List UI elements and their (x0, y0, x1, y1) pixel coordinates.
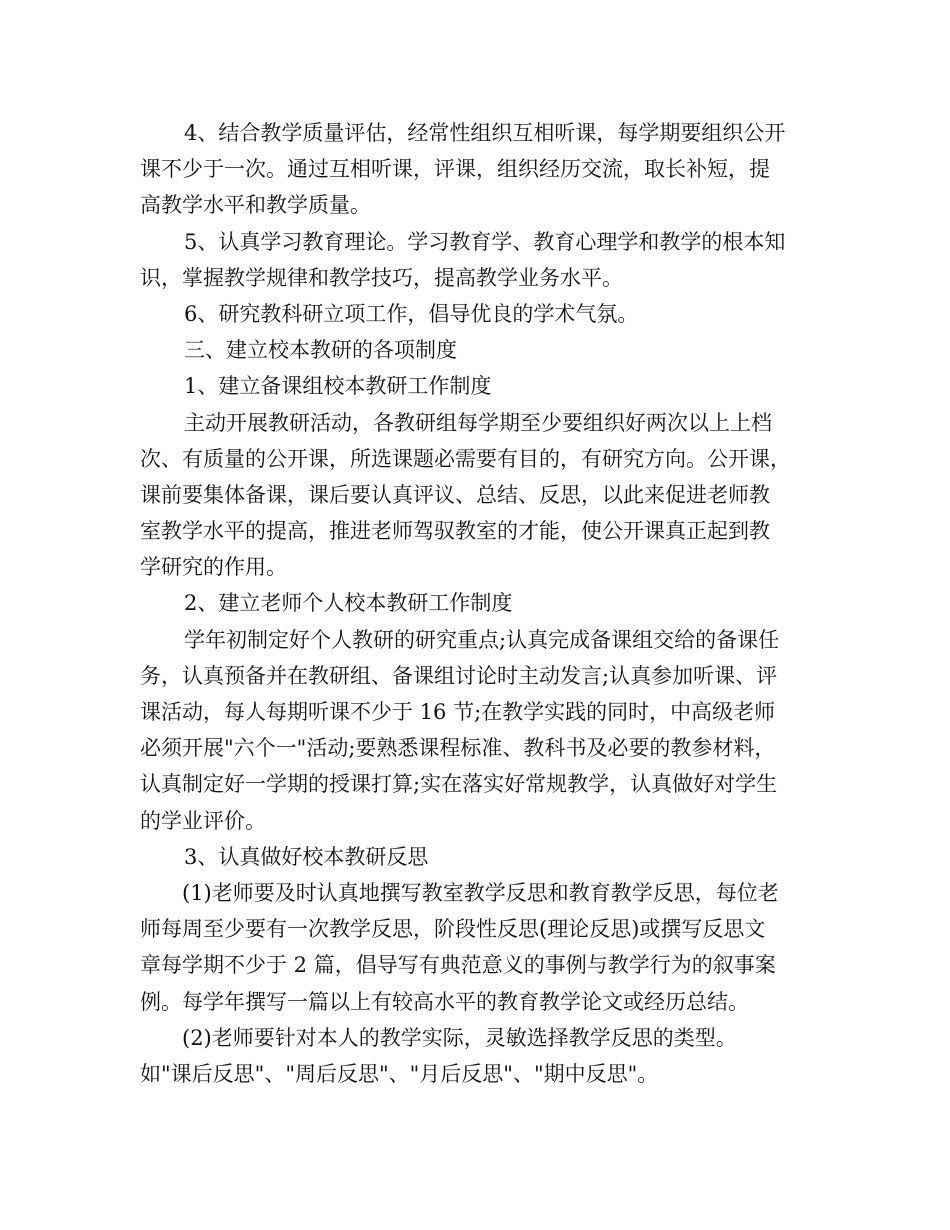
subheading-1: 1、建立备课组校本教研工作制度 (184, 374, 492, 399)
paragraph-s1-line-5: 学研究的作用。 (140, 555, 287, 580)
paragraph-4-line-2: 课不少于一次。通过互相听课，评课，组织经历交流，取长补短，提 (140, 157, 770, 182)
paragraph-5-line-2: 识，掌握教学规律和教学技巧，提高教学业务水平。 (140, 265, 623, 290)
paragraph-4-line-3: 高教学水平和教学质量。 (140, 193, 371, 218)
section-heading-3: 三、建立校本教研的各项制度 (184, 338, 457, 363)
subheading-2: 2、建立老师个人校本教研工作制度 (184, 591, 513, 616)
paragraph-s3-1-line-2: 师每周至少要有一次教学反思，阶段性反思(理论反思)或撰写反思文 (140, 917, 766, 942)
paragraph-4-line-1: 4、结合教学质量评估，经常性组织互相听课，每学期要组织公开 (184, 121, 786, 145)
paragraph-s1-line-2: 次、有质量的公开课，所选课题必需要有目的，有研究方向。公开课， (140, 446, 791, 471)
paragraph-s3-2-line-1: (2)老师要针对本人的教学实际，灵敏选择教学反思的类型。 (182, 1025, 737, 1050)
paragraph-s2-line-1: 学年初制定好个人教研的研究重点;认真完成备课组交给的备课任 (184, 627, 780, 652)
paragraph-s3-1-line-1: (1)老师要及时认真地撰写教室教学反思和教育教学反思，每位老 (182, 880, 779, 905)
paragraph-s3-1-line-4: 例。每学年撰写一篇以上有较高水平的教育教学论文或经历总结。 (140, 989, 749, 1014)
paragraph-s2-line-6: 的学业评价。 (140, 808, 266, 833)
paragraph-s1-line-4: 室教学水平的提高，推进老师驾驭教室的才能，使公开课真正起到教 (140, 519, 770, 544)
paragraph-5-line-1: 5、认真学习教育理论。学习教育学、教育心理学和教学的根本知 (184, 229, 786, 254)
paragraph-s2-line-5: 认真制定好一学期的授课打算;实在落实好常规教学，认真做好对学生 (140, 772, 778, 797)
document-body (140, 115, 820, 1092)
paragraph-s3-2-line-2: 如"课后反思"、"周后反思"、"月后反思"、"期中反思"。 (140, 1061, 659, 1086)
paragraph-6-line-1: 6、研究教科研立项工作，倡导优良的学术气氛。 (184, 301, 639, 326)
paragraph-s3-1-line-3: 章每学期不少于 2 篇，倡导写有典范意义的事例与教学行为的叙事案 (140, 953, 776, 978)
subheading-3: 3、认真做好校本教研反思 (184, 844, 429, 869)
paragraph-s2-line-3: 课活动，每人每期听课不少于 16 节;在教学实践的同时，中高级老师 (140, 700, 776, 724)
paragraph-s2-line-4: 必须开展"六个一"活动;要熟悉课程标准、教科书及必要的教参材料， (140, 736, 776, 761)
paragraph-s1-line-1: 主动开展教研活动，各教研组每学期至少要组织好两次以上上档 (184, 410, 772, 435)
paragraph-s2-line-2: 务，认真预备并在教研组、备课组讨论时主动发言;认真参加听课、评 (140, 663, 778, 688)
paragraph-s1-line-3: 课前要集体备课，课后要认真评议、总结、反思，以此来促进老师教 (140, 482, 770, 507)
